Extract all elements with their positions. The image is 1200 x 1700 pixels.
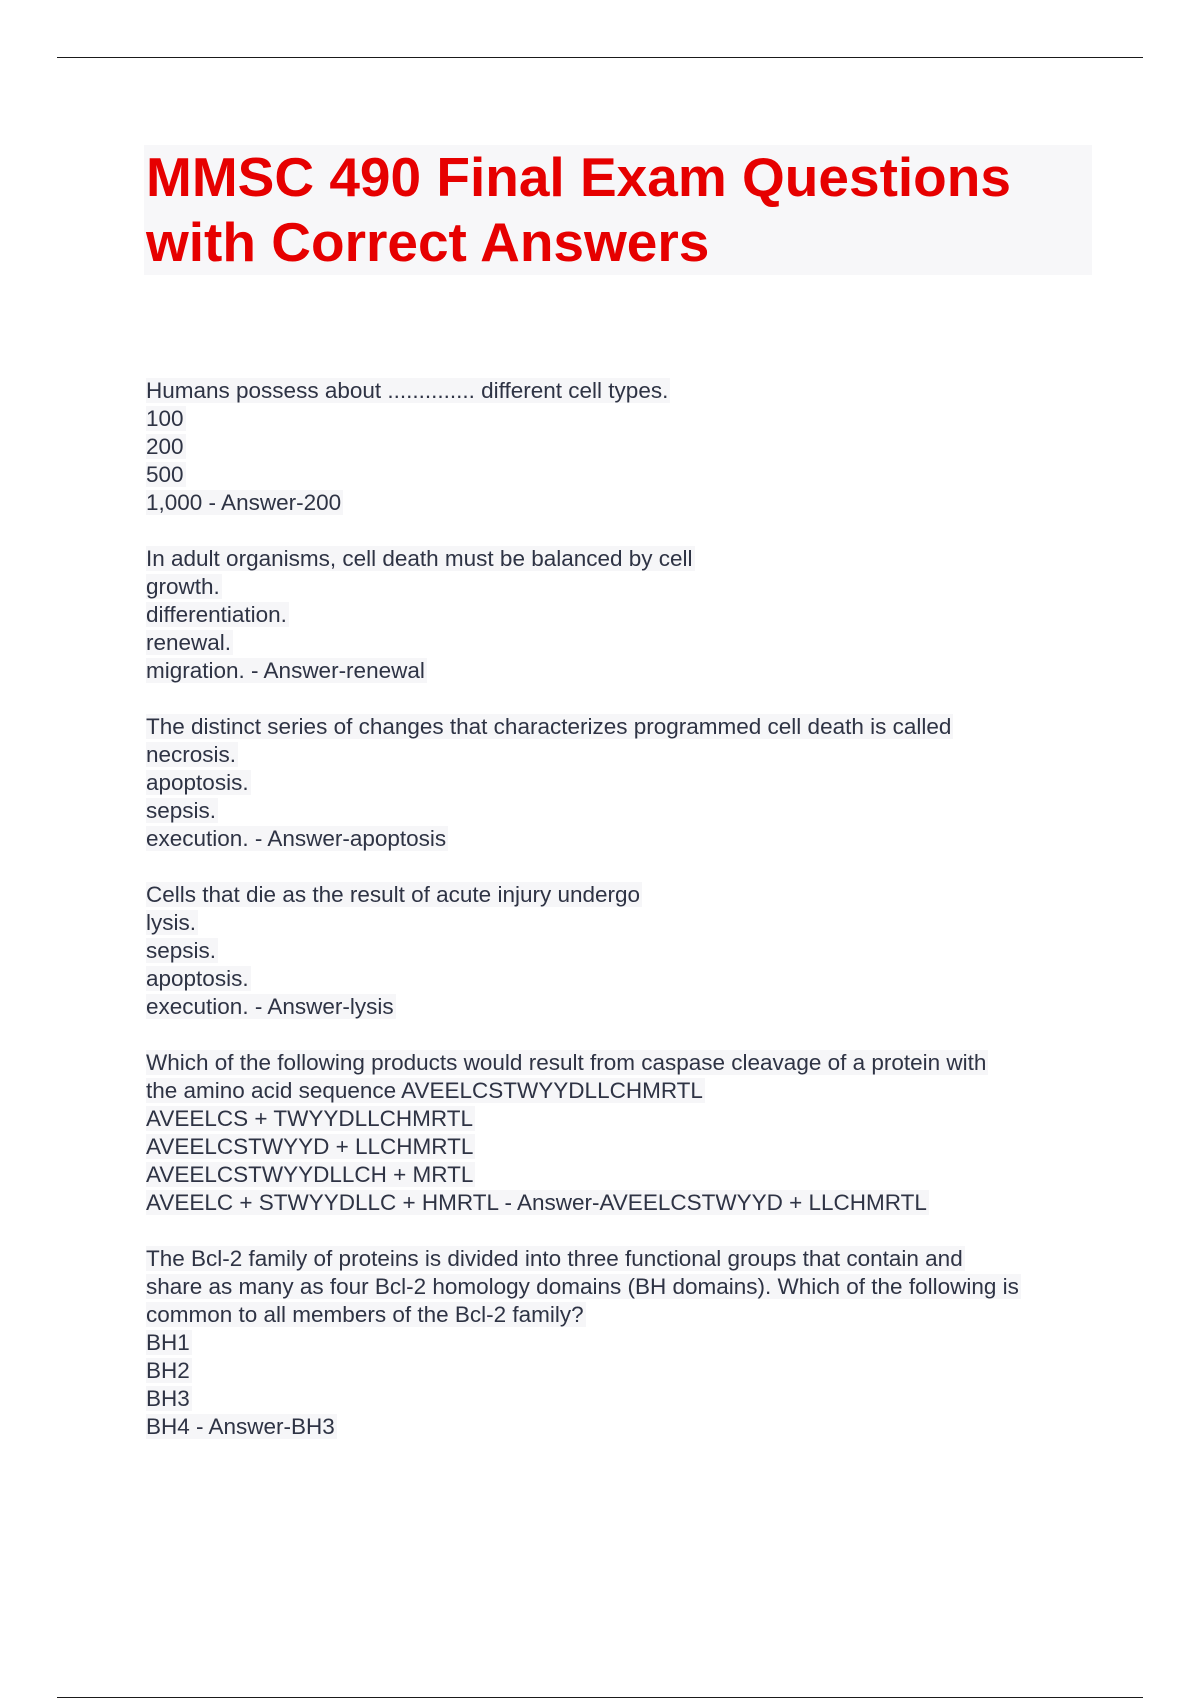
question-block [146, 377, 1106, 517]
answer-option: sepsis. [146, 938, 217, 963]
answer-option: AVEELCS + TWYYDLLCHMRTL [146, 1106, 473, 1131]
answer-option: BH1 [146, 1330, 190, 1355]
question-block [146, 1245, 1106, 1441]
answer-option: differentiation. [146, 602, 287, 627]
question-block [146, 881, 1106, 1021]
question-text: common to all members of the Bcl-2 family? [146, 1302, 584, 1327]
question-text: Humans possess about .............. different cell types. [146, 378, 669, 403]
answer-option: BH2 [146, 1358, 190, 1383]
answer-option: BH3 [146, 1386, 190, 1411]
answer-option: AVEELCSTWYYD + LLCHMRTL [146, 1134, 474, 1159]
answer-option: apoptosis. [146, 770, 249, 795]
answer-option: 500 [146, 462, 184, 487]
title-line-1: MMSC 490 Final Exam Questions [146, 146, 1011, 208]
answer-option: sepsis. [146, 798, 217, 823]
bottom-rule [57, 1697, 1143, 1698]
question-block [146, 545, 1106, 685]
answer-option: apoptosis. [146, 966, 249, 991]
question-text: share as many as four Bcl-2 homology domains (BH domains). Which of the following is [146, 1274, 1019, 1299]
question-text: In adult organisms, cell death must be balanced by cell [146, 546, 693, 571]
document-title [144, 145, 1092, 275]
answer-option-with-answer: AVEELC + STWYYDLLC + HMRTL - Answer-AVEELCSTWYYD + LLCHMRTL [146, 1190, 927, 1215]
top-rule [57, 57, 1143, 58]
answer-option-with-answer: BH4 - Answer-BH3 [146, 1414, 335, 1439]
question-block [146, 1049, 1106, 1217]
answer-option: necrosis. [146, 742, 237, 767]
answer-option: renewal. [146, 630, 232, 655]
title-line-2: with Correct Answers [146, 211, 710, 273]
question-text: the amino acid sequence AVEELCSTWYYDLLCHMRTL [146, 1078, 703, 1103]
answer-option: 200 [146, 434, 184, 459]
answer-option-with-answer: migration. - Answer-renewal [146, 658, 425, 683]
question-text: Cells that die as the result of acute injury undergo [146, 882, 641, 907]
question-list [146, 377, 1106, 1469]
answer-option: growth. [146, 574, 220, 599]
question-text: Which of the following products would result from caspase cleavage of a protein with [146, 1050, 987, 1075]
answer-option-with-answer: execution. - Answer-apoptosis [146, 826, 447, 851]
answer-option: 100 [146, 406, 184, 431]
answer-option-with-answer: 1,000 - Answer-200 [146, 490, 342, 515]
answer-option: lysis. [146, 910, 196, 935]
question-text: The Bcl-2 family of proteins is divided into three functional groups that contain and [146, 1246, 963, 1271]
question-block [146, 713, 1106, 853]
answer-option: AVEELCSTWYYDLLCH + MRTL [146, 1162, 474, 1187]
answer-option-with-answer: execution. - Answer-lysis [146, 994, 394, 1019]
question-text: The distinct series of changes that characterizes programmed cell death is called [146, 714, 952, 739]
